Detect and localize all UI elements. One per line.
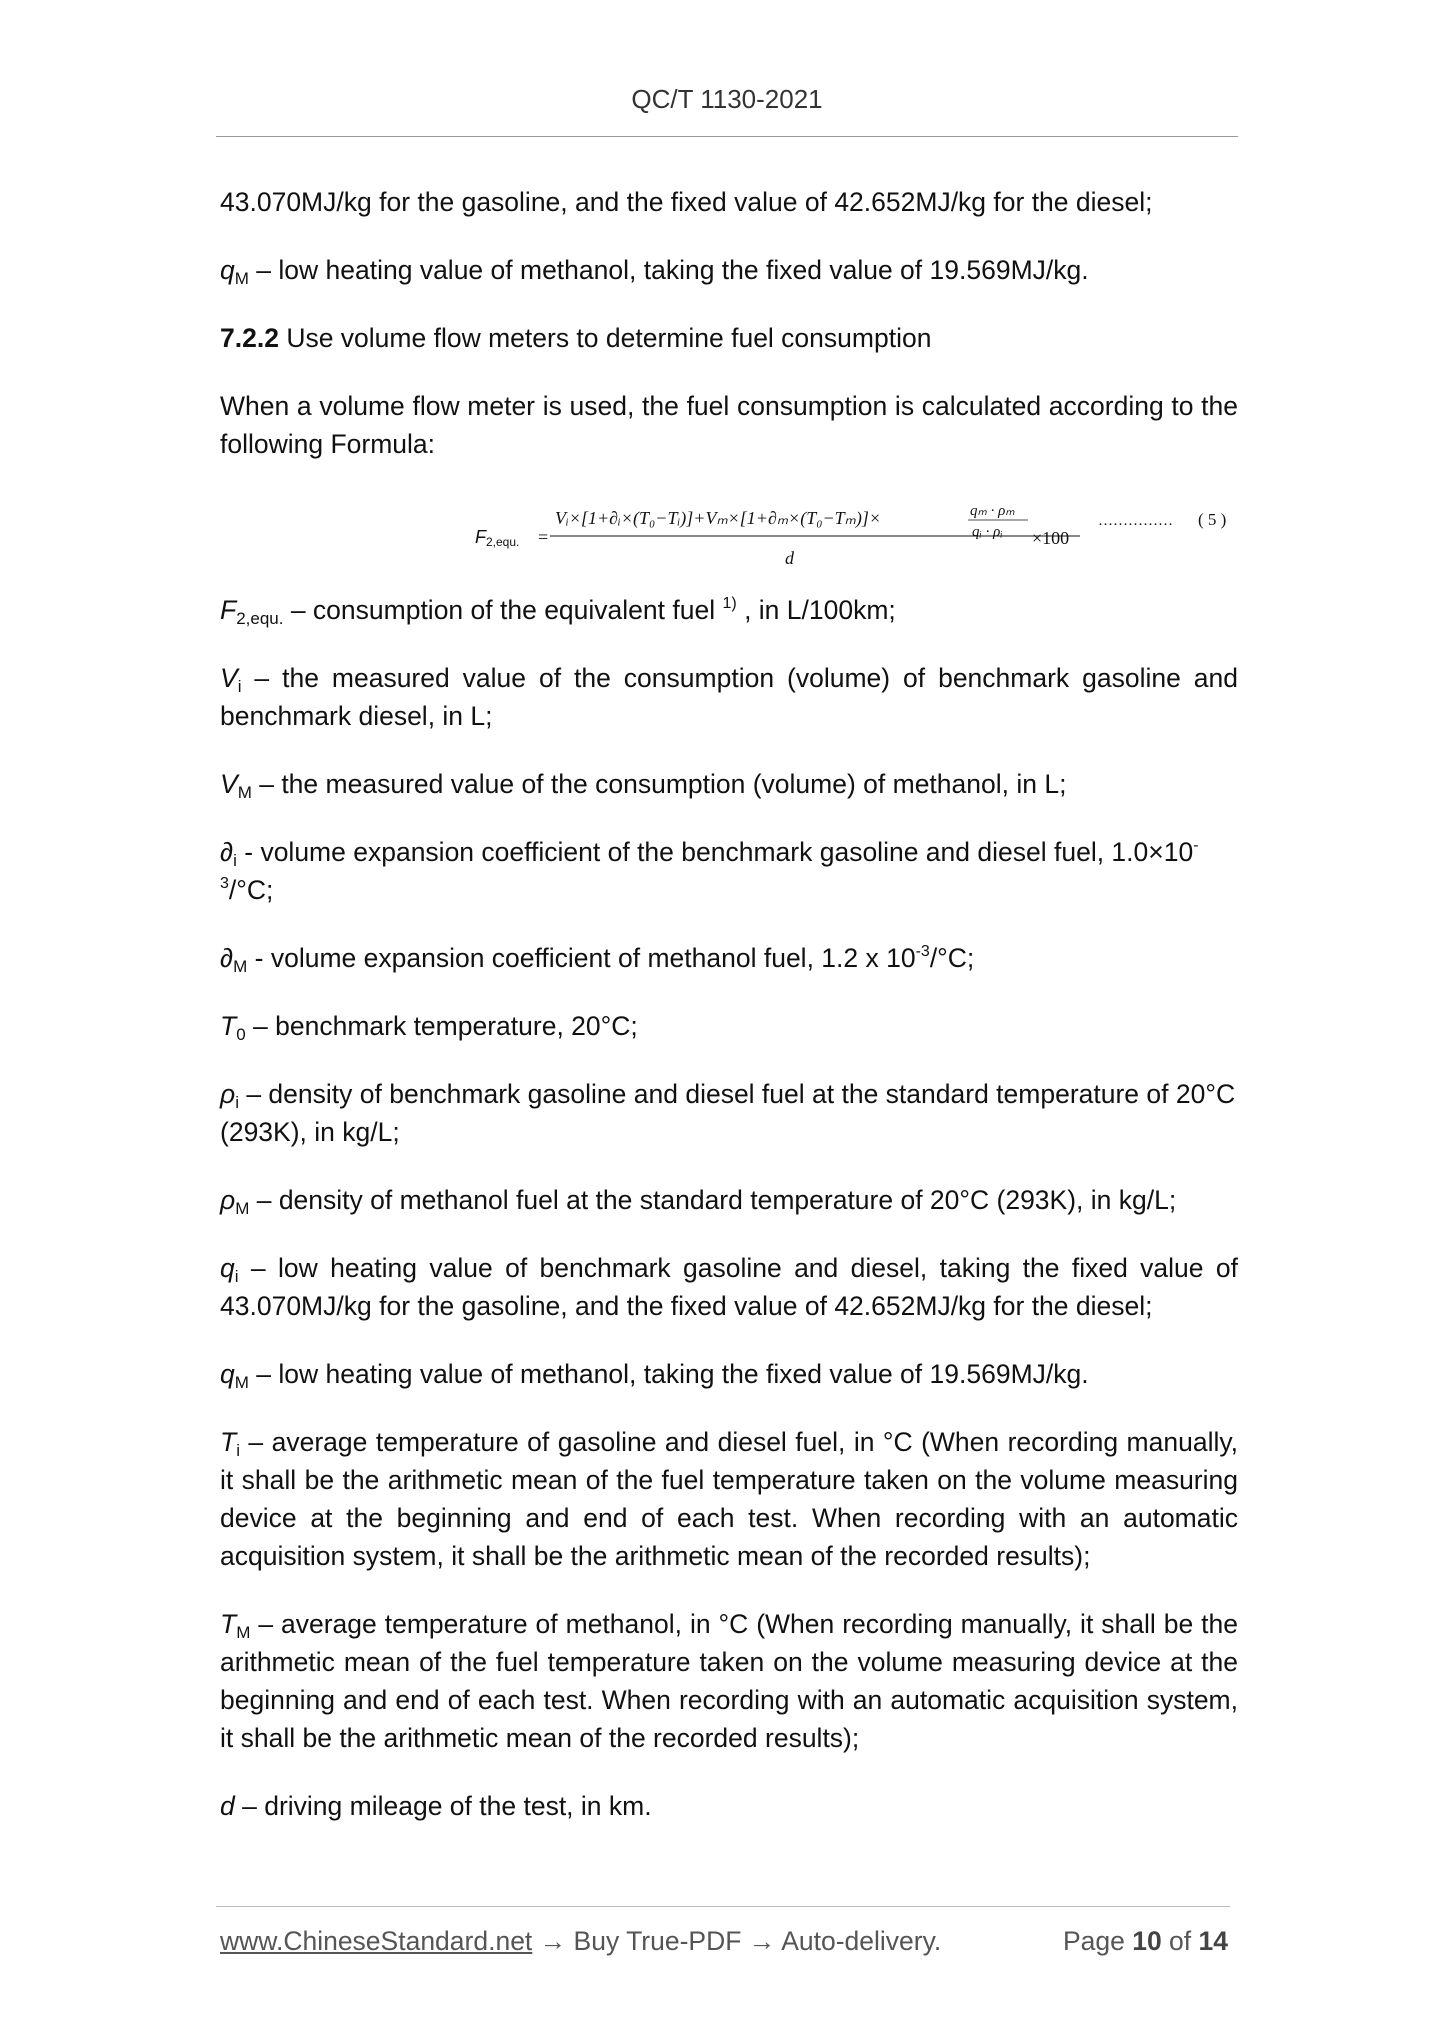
definition-qm: $q_M$ – low heating value of methanol, taking the fixed value of 19.569MJ/kg. <box>220 255 1089 288</box>
definition-vi: $V_i$ – the measured value of the consumption (volume) of benchmark gasoline and benchmark diesel, in L; <box>220 663 1238 731</box>
formula-5-graphic <box>220 463 1238 581</box>
buy-true-pdf-text: Buy True-PDF <box>573 1926 742 1956</box>
formula-lhs: F2,equ. <box>475 527 520 549</box>
formula-inner-numerator: qₘ · ρₘ <box>970 503 1015 519</box>
definition-d: d – driving mileage of the test, in km. <box>220 1791 652 1821</box>
definition-rho-i: $\rho_i$ – density of benchmark gasoline and diesel fuel at the standard temperature of 20°C (293K), in kg/L; <box>220 1079 1236 1147</box>
formula-equals: = <box>538 527 549 547</box>
page-footer <box>220 1926 1234 1966</box>
footer-divider <box>216 1906 1230 1907</box>
definition-qi: $q_i$ – low heating value of benchmark gasoline and diesel, taking the fixed value of 43.070MJ/kg for the gasoline, and the fixed value of 42.652MJ/kg for the diesel; <box>220 1253 1238 1321</box>
formula-number: ( 5 ) <box>1198 510 1227 529</box>
definition-ti: $T_i$ – average temperature of gasoline and diesel fuel, in °C (When recording manually, it shall be the arithmetic mean of the fuel temperature taken on the volume measuring device at the beginning and end of each test. When recording with an automatic acquisition system, it shall be the arithmetic mean of the recorded results); <box>220 1427 1238 1571</box>
formula-leader-dots: …………… <box>1098 513 1173 529</box>
paragraph-gasoline-diesel-values: 43.070MJ/kg for the gasoline, and the fixed value of 42.652MJ/kg for the diesel; <box>220 187 1153 217</box>
formula-numerator: Vᵢ×[1+∂ᵢ×(T₀−Tᵢ)]+Vₘ×[1+∂ₘ×(T₀−Tₘ)]× <box>555 508 881 528</box>
website-link[interactable]: www.ChineseStandard.net <box>220 1926 533 1956</box>
section-heading-7-2-2: 7.2.2 Use volume flow meters to determine fuel consumption <box>220 323 932 353</box>
formula-5 <box>220 463 1238 581</box>
definition-tm: $T_M$ – average temperature of methanol, in °C (When recording manually, it shall be the arithmetic mean of the fuel temperature taken on the volume measuring device at the beginning and end of each test. When recording with an automatic acquisition system, it shall be the arithmetic mean of the recorded results); <box>220 1609 1238 1753</box>
formula-inner-denominator: qᵢ · ρᵢ <box>972 524 1003 540</box>
page-body <box>220 183 1238 1825</box>
current-page-number: 10 <box>1132 1926 1162 1956</box>
footer-arrow-1: → <box>532 1926 574 1956</box>
definition-t0: $T_0$ – benchmark temperature, 20°C; <box>220 1011 638 1044</box>
paragraph-formula-intro: When a volume flow meter is used, the fuel consumption is calculated according to the following Formula: <box>220 391 1238 459</box>
definition-alpha-i: $\partial_i$ - volume expansion coefficient of the benchmark gasoline and diesel fuel, 1.0×10- $^3$/°C; <box>220 837 1199 905</box>
auto-delivery-text: Auto-delivery. <box>781 1926 942 1956</box>
page-indicator: Page 10 of 14 <box>1062 1926 1228 1956</box>
definition-alpha-m: $\partial_M$ - volume expansion coefficient of methanol fuel, 1.2 x $10^{-3}/^\circ C$; <box>220 943 975 976</box>
document-header-code: QC/T 1130-2021 <box>631 84 823 114</box>
definition-vm: $V_M$ – the measured value of the consumption (volume) of methanol, in L; <box>220 769 1067 802</box>
definition-qm-2: $q_M$ – low heating value of methanol, taking the fixed value of 19.569MJ/kg. <box>220 1359 1089 1392</box>
definition-rho-m: $\rho_M$ – density of methanol fuel at the standard temperature of 20°C (293K), in kg/L; <box>220 1185 1177 1218</box>
footer-arrow-2: → <box>741 1926 782 1956</box>
header-divider <box>216 136 1238 137</box>
formula-denominator: d <box>785 548 794 568</box>
formula-times-100: ×100 <box>1032 528 1070 548</box>
total-pages: 14 <box>1198 1926 1228 1956</box>
definition-f2equ: $F_{2,equ.}$ – consumption of the equivalent fuel $^{1)}$ , in L/100km; <box>220 595 896 628</box>
